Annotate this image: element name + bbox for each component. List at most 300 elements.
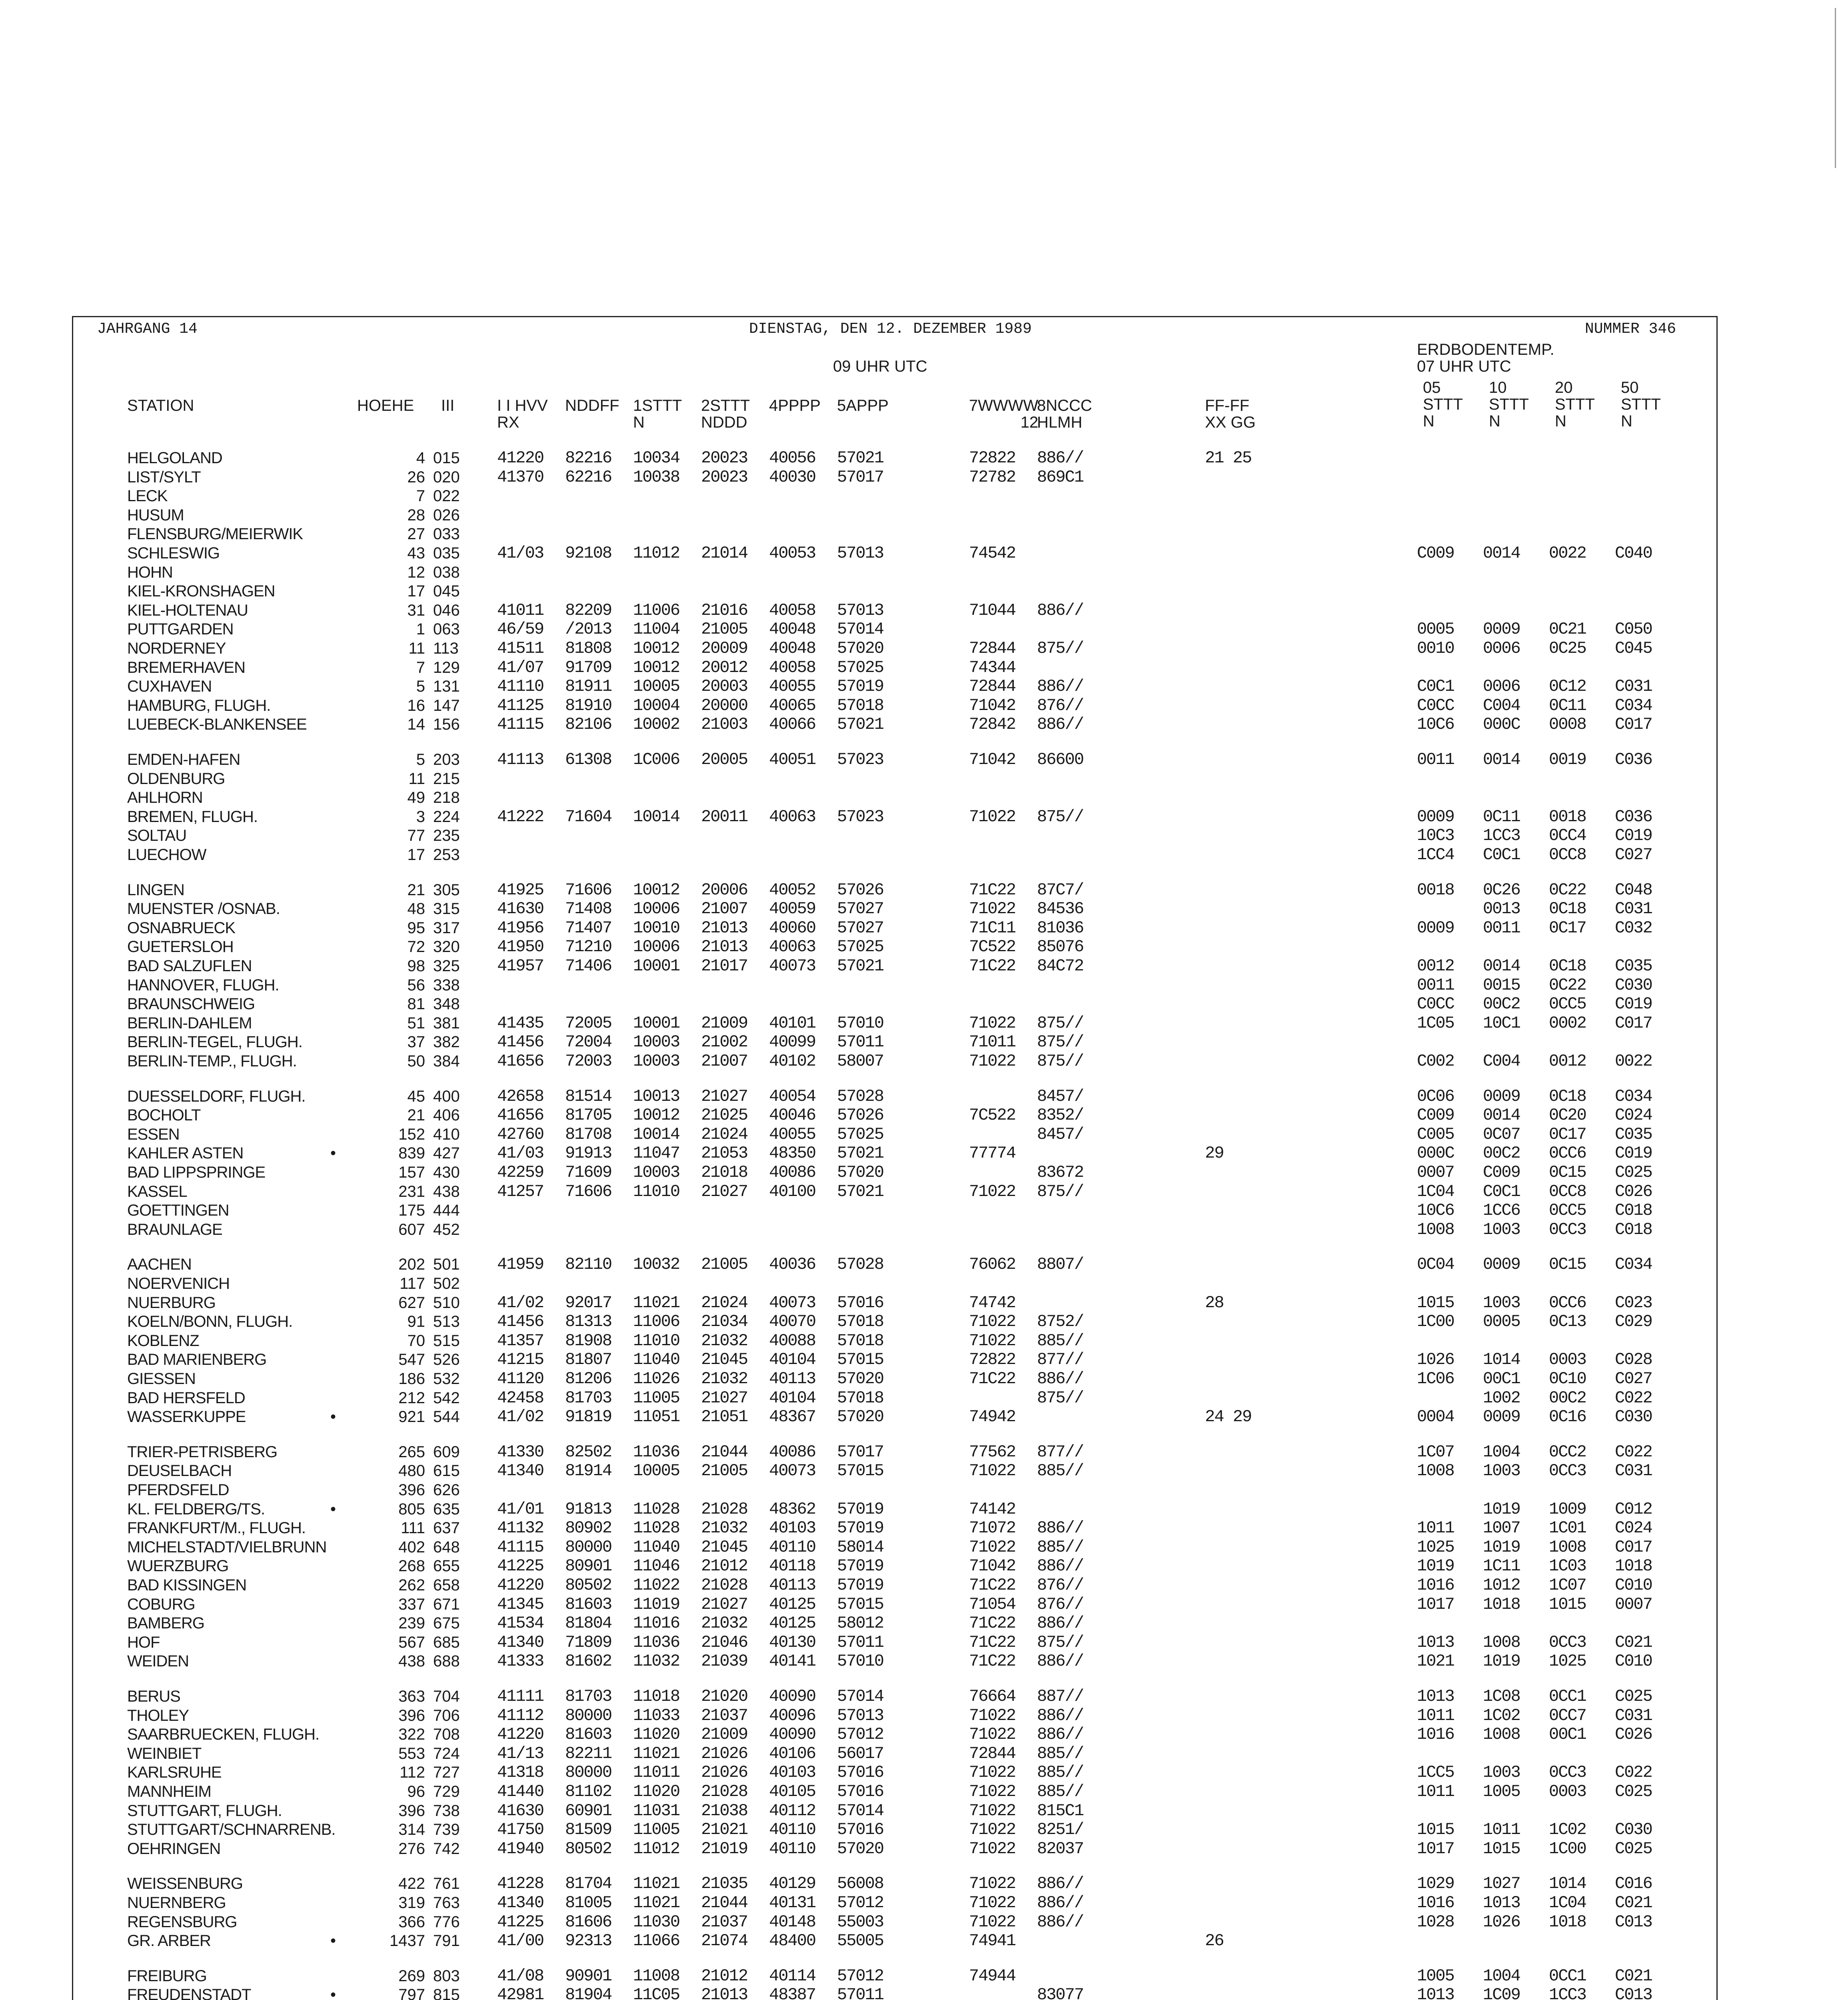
soil-temp-value: C010 [1615, 1652, 1652, 1671]
synop-group: 11016 [633, 1614, 680, 1633]
station-height: 7 [416, 487, 425, 505]
synop-group: 57010 [837, 1013, 884, 1033]
station-name: KAHLER ASTEN [127, 1144, 244, 1162]
cloud-group: 8807/ [1037, 1255, 1084, 1274]
soil-temp-value: 1CC5 [1417, 1763, 1454, 1782]
synop-group: 40055 [769, 1124, 816, 1144]
station-name: BERLIN-TEMP., FLUGH. [127, 1052, 297, 1070]
station-id: 685 [433, 1633, 460, 1651]
synop-group: 41333 [497, 1652, 544, 1671]
soil-temp-value: C017 [1615, 1013, 1652, 1033]
synop-group: 57020 [837, 1407, 884, 1427]
synop-group: 57013 [837, 1706, 884, 1725]
station-id: 022 [433, 487, 460, 505]
synop-group: 57019 [837, 1518, 884, 1538]
synop-group: 40113 [769, 1369, 816, 1388]
soil-temp-value: 0C17 [1549, 1124, 1586, 1144]
soil-temp-value: 1008 [1483, 1632, 1520, 1652]
synop-group: 40104 [769, 1350, 816, 1370]
soil-temp-value: C028 [1615, 1350, 1652, 1370]
synop-group: 10038 [633, 467, 680, 487]
synop-group: 57018 [837, 1388, 884, 1408]
station-height: 91 [407, 1313, 425, 1331]
synop-group: 41222 [497, 807, 544, 826]
synop-group: 10005 [633, 1461, 680, 1481]
soil-temp-value: 1CC6 [1483, 1201, 1520, 1220]
soil-temp-value: 0CC5 [1549, 994, 1586, 1014]
col-g8: 8NCCC HLMH [1037, 397, 1092, 431]
weather-group: 71C22 [969, 956, 1016, 976]
station-height: 268 [398, 1557, 425, 1575]
weather-group: 71042 [969, 696, 1016, 715]
synop-group: 10034 [633, 448, 680, 468]
station-id: 515 [433, 1332, 460, 1350]
station-id: 742 [433, 1840, 460, 1858]
synop-group: 21027 [701, 1594, 748, 1614]
station-height: 81 [407, 995, 425, 1013]
soil-temp-value: C036 [1615, 807, 1652, 826]
synop-group: 81206 [565, 1369, 612, 1388]
station-height: 5 [416, 678, 425, 696]
synop-group: 41/00 [497, 1931, 544, 1951]
soil-temp-value: 1CC3 [1483, 826, 1520, 846]
station-id: 026 [433, 506, 460, 524]
station-height: 262 [398, 1576, 425, 1594]
synop-group: 41440 [497, 1782, 544, 1801]
synop-group: 40060 [769, 918, 816, 938]
soil-temp-value: 0007 [1417, 1163, 1454, 1182]
synop-group: 11036 [633, 1632, 680, 1652]
soil-temp-value: C026 [1615, 1182, 1652, 1201]
soil-temp-value: 1011 [1417, 1518, 1454, 1538]
soil-temp-value: 1016 [1417, 1893, 1454, 1912]
soil-temp-value: 1017 [1417, 1839, 1454, 1858]
synop-group: 21018 [701, 1163, 748, 1182]
synop-group: 41950 [497, 937, 544, 957]
soil-temp-value: C034 [1615, 1086, 1652, 1106]
soil-temp-value: 1015 [1417, 1293, 1454, 1312]
synop-group: 57018 [837, 1312, 884, 1332]
station-height: 157 [398, 1164, 425, 1181]
weather-group: 71022 [969, 1874, 1016, 1894]
soil-temp-value: C0C1 [1483, 1182, 1520, 1201]
cloud-group: 886// [1037, 677, 1084, 696]
synop-group: 40051 [769, 750, 816, 769]
synop-group: 41534 [497, 1614, 544, 1633]
synop-group: 21053 [701, 1144, 748, 1163]
synop-group: 11004 [633, 620, 680, 639]
station-name: HOF [127, 1633, 160, 1651]
soil-temp-value: C005 [1417, 1124, 1454, 1144]
soil-temp-value: 1018 [1483, 1594, 1520, 1614]
synop-group: 21005 [701, 1461, 748, 1481]
cloud-group: 885// [1037, 1461, 1084, 1481]
mountain-station-marker: • [330, 1986, 336, 2000]
soil-temp-value: 0004 [1417, 1407, 1454, 1427]
station-id: 400 [433, 1087, 460, 1105]
synop-group: 11011 [633, 1763, 680, 1782]
synop-group: 41330 [497, 1442, 544, 1462]
soil-temp-value: 1016 [1417, 1576, 1454, 1595]
synop-group: 10032 [633, 1255, 680, 1274]
mountain-station-marker: • [330, 1500, 336, 1518]
synop-group: 11005 [633, 1820, 680, 1840]
synop-group: 57012 [837, 1966, 884, 1986]
soil-temp-value: C021 [1615, 1893, 1652, 1912]
station-id: 729 [433, 1783, 460, 1800]
soil-temp-value: C022 [1615, 1763, 1652, 1782]
soil-temp-value: 0009 [1417, 807, 1454, 826]
soil-temp-value: C021 [1615, 1966, 1652, 1986]
station-name: SCHLESWIG [127, 544, 220, 562]
synop-group: 91813 [565, 1499, 612, 1519]
weather-group: 72822 [969, 1350, 1016, 1370]
soil-temp-value: 0CC5 [1549, 1201, 1586, 1220]
synop-group: 21013 [701, 1985, 748, 2000]
synop-group: 41011 [497, 600, 544, 620]
soil-temp-value: 10C6 [1417, 1201, 1454, 1220]
cloud-group: 82037 [1037, 1839, 1084, 1858]
soil-temp-value: C030 [1615, 1820, 1652, 1840]
soil-temp-value: 1025 [1549, 1652, 1586, 1671]
station-name: GOETTINGEN [127, 1202, 229, 1220]
soil-temp-value: 0012 [1549, 1052, 1586, 1071]
synop-group: 57015 [837, 1350, 884, 1370]
cloud-group: 885// [1037, 1744, 1084, 1763]
synop-group: 40090 [769, 1725, 816, 1744]
synop-group: 21032 [701, 1518, 748, 1538]
soil-temp-value: 0013 [1483, 899, 1520, 919]
cloud-group: 886// [1037, 1912, 1084, 1932]
station-id: 224 [433, 808, 460, 826]
station-name: BAD HERSFELD [127, 1389, 245, 1407]
synop-group: 90901 [565, 1966, 612, 1986]
station-height: 839 [398, 1144, 425, 1162]
station-name: FREUDENSTADT [127, 1986, 251, 2000]
soil-temp-value: 10C6 [1417, 715, 1454, 734]
synop-group: 40105 [769, 1782, 816, 1801]
station-id: 406 [433, 1106, 460, 1124]
station-id: 113 [433, 640, 459, 657]
synop-group: 57012 [837, 1725, 884, 1744]
synop-group: 41125 [497, 696, 544, 715]
soil-temp-value: C019 [1615, 826, 1652, 846]
station-name: KOBLENZ [127, 1332, 199, 1350]
station-name: BAMBERG [127, 1614, 205, 1632]
synop-group: 41456 [497, 1032, 544, 1052]
synop-group: 41/01 [497, 1499, 544, 1519]
station-id: 803 [433, 1967, 460, 1985]
synop-group: 81005 [565, 1893, 612, 1912]
synop-group: 20023 [701, 448, 748, 468]
soil-temp-value: 0009 [1483, 620, 1520, 639]
soil-temp-value: 0014 [1483, 544, 1520, 563]
station-id: 675 [433, 1614, 460, 1632]
weather-group: 71042 [969, 1556, 1016, 1576]
soil-temp-value: C034 [1615, 696, 1652, 715]
synop-group: 21007 [701, 899, 748, 919]
weather-group: 71022 [969, 1801, 1016, 1820]
soil-temp-value: 0006 [1483, 677, 1520, 696]
synop-group: 20003 [701, 677, 748, 696]
station-height: 28 [407, 506, 425, 524]
station-height: 21 [407, 1106, 425, 1124]
station-name: BOCHOLT [127, 1106, 201, 1124]
synop-group: 10012 [633, 880, 680, 900]
synop-group: 41220 [497, 448, 544, 468]
soil-temp-value: 1003 [1483, 1220, 1520, 1239]
cloud-group: 8457/ [1037, 1086, 1084, 1106]
synop-group: 82216 [565, 448, 612, 468]
synop-group: 40125 [769, 1594, 816, 1614]
station-height: 56 [407, 976, 425, 994]
soil-temp-value: C031 [1615, 899, 1652, 919]
synop-group: 40106 [769, 1744, 816, 1763]
synop-group: 41435 [497, 1013, 544, 1033]
volume-label: JAHRGANG 14 [97, 320, 198, 338]
weather-group: 77562 [969, 1442, 1016, 1462]
weather-group: 72842 [969, 715, 1016, 734]
synop-group: 11006 [633, 600, 680, 620]
synop-group: 40059 [769, 899, 816, 919]
station-name: LINGEN [127, 881, 184, 899]
station-name: FLENSBURG/MEIERWIK [127, 525, 303, 543]
mountain-station-marker: • [330, 1144, 336, 1162]
station-height: 7 [416, 658, 425, 676]
synop-group: 21037 [701, 1706, 748, 1725]
synop-group: 40058 [769, 658, 816, 677]
station-name: WASSERKUPPE [127, 1408, 246, 1426]
soil-temp-value: 0009 [1417, 918, 1454, 938]
soil-temp-value: 1025 [1417, 1537, 1454, 1557]
synop-group: 60901 [565, 1801, 612, 1820]
station-name: AHLHORN [127, 789, 203, 807]
soil-temp-value: 0C22 [1549, 975, 1586, 995]
station-name: THOLEY [127, 1706, 189, 1724]
synop-group: 21005 [701, 620, 748, 639]
soil-temp-value: C022 [1615, 1388, 1652, 1408]
col-ff: FF-FF XX GG [1205, 397, 1256, 431]
soil-temp-value: 1015 [1549, 1594, 1586, 1614]
soil-temp-value: 0C10 [1549, 1369, 1586, 1388]
synop-group: 42981 [497, 1985, 544, 2000]
weather-group: 7C522 [969, 937, 1016, 957]
station-name: KOELN/BONN, FLUGH. [127, 1313, 293, 1331]
station-name: MANNHEIM [127, 1783, 211, 1800]
soil-temp-value: 0009 [1483, 1086, 1520, 1106]
weather-group: 74942 [969, 1407, 1016, 1427]
soil-temp-value: C030 [1615, 975, 1652, 995]
synop-group: 11018 [633, 1687, 680, 1706]
cloud-group: 876// [1037, 1594, 1084, 1614]
soil-temp-value: 1C02 [1483, 1706, 1520, 1725]
synop-group: 57028 [837, 1255, 884, 1274]
soil-temp-value: C024 [1615, 1106, 1652, 1125]
station-id: 724 [433, 1744, 460, 1762]
synop-group: 81804 [565, 1614, 612, 1633]
synop-group: 11010 [633, 1182, 680, 1201]
synop-group: 21025 [701, 1106, 748, 1125]
station-id: 444 [433, 1202, 460, 1220]
weather-group: 71022 [969, 899, 1016, 919]
synop-group: 21013 [701, 937, 748, 957]
station-name: TRIER-PETRISBERG [127, 1443, 278, 1461]
station-name: BREMEN, FLUGH. [127, 808, 258, 826]
synop-group: 21046 [701, 1632, 748, 1652]
soil-temp-value: 1019 [1483, 1499, 1520, 1519]
soil-temp-value: 0C07 [1483, 1124, 1520, 1144]
soil-temp-value: 1003 [1483, 1763, 1520, 1782]
station-height: 366 [398, 1913, 425, 1931]
weather-group: 71022 [969, 1706, 1016, 1725]
synop-group: 40086 [769, 1442, 816, 1462]
synop-group: 91913 [565, 1144, 612, 1163]
soil-temp-value: 1026 [1483, 1912, 1520, 1932]
soil-temp-value: 1009 [1549, 1499, 1586, 1519]
station-name: LUEBECK-BLANKENSEE [127, 716, 307, 734]
station-name: WEINBIET [127, 1744, 202, 1762]
synop-group: 41925 [497, 880, 544, 900]
station-id: 526 [433, 1351, 460, 1369]
station-id: 637 [433, 1519, 460, 1537]
soil-temp-value: 1008 [1483, 1725, 1520, 1744]
weather-group: 71C22 [969, 880, 1016, 900]
station-name: LUECHOW [127, 846, 206, 864]
synop-group: 21045 [701, 1350, 748, 1370]
cloud-group: 875// [1037, 1052, 1084, 1071]
station-name: OLDENBURG [127, 770, 225, 788]
weather-group: 7C522 [969, 1106, 1016, 1125]
station-name: SAARBRUECKEN, FLUGH. [127, 1726, 320, 1744]
station-height: 319 [398, 1894, 425, 1912]
soil-temp-value: C035 [1615, 1124, 1652, 1144]
weather-table-sheet [72, 316, 1718, 2000]
station-height: 231 [398, 1182, 425, 1200]
weather-group: 74344 [969, 658, 1016, 677]
soil-temp-value: 0012 [1417, 956, 1454, 976]
cloud-group: 886// [1037, 600, 1084, 620]
synop-group: 41340 [497, 1632, 544, 1652]
synop-group: 40088 [769, 1331, 816, 1350]
soil-temp-value: C022 [1615, 1442, 1652, 1462]
soil-temp-value: 1C04 [1417, 1182, 1454, 1201]
station-height: 396 [398, 1481, 425, 1499]
col-g5: 4PPPP [769, 397, 821, 414]
station-id: 615 [433, 1462, 460, 1480]
synop-group: 40129 [769, 1874, 816, 1894]
weather-group: 71C22 [969, 1652, 1016, 1671]
synop-group: 41318 [497, 1763, 544, 1782]
synop-group: 41656 [497, 1052, 544, 1071]
soil-temp-value: 0022 [1549, 544, 1586, 563]
synop-group: 71407 [565, 918, 612, 938]
station-name: NORDERNEY [127, 640, 226, 657]
synop-group: 57016 [837, 1820, 884, 1840]
synop-group: 10013 [633, 1086, 680, 1106]
station-name: NOERVENICH [127, 1275, 230, 1292]
synop-group: 21044 [701, 1893, 748, 1912]
synop-group: 40101 [769, 1013, 816, 1033]
station-id: 815 [433, 1986, 460, 2000]
synop-group: 71606 [565, 1182, 612, 1201]
synop-group: 11006 [633, 1312, 680, 1332]
weather-group: 74742 [969, 1293, 1016, 1312]
station-height: 175 [398, 1202, 425, 1220]
synop-group: 72004 [565, 1032, 612, 1052]
station-height: 16 [407, 696, 425, 714]
synop-group: 41630 [497, 899, 544, 919]
synop-group: 57019 [837, 1576, 884, 1595]
synop-group: 57025 [837, 937, 884, 957]
synop-group: 11021 [633, 1744, 680, 1763]
weather-group: 71022 [969, 1782, 1016, 1801]
station-id: 688 [433, 1652, 460, 1670]
synop-group: 40073 [769, 1293, 816, 1312]
synop-group: 21044 [701, 1442, 748, 1462]
station-name: KARLSRUHE [127, 1764, 222, 1782]
synop-group: 21024 [701, 1124, 748, 1144]
soil-temp-value: 1026 [1417, 1350, 1454, 1370]
synop-group: 40100 [769, 1182, 816, 1201]
station-height: 50 [407, 1052, 425, 1070]
soil-temp-value: 1015 [1417, 1820, 1454, 1840]
soil-temp-value: 00C2 [1483, 1144, 1520, 1163]
col-g4: 2STTT NDDD [701, 397, 750, 431]
weather-group: 71022 [969, 1182, 1016, 1201]
station-height: 553 [398, 1744, 425, 1762]
soil-temp-value: C025 [1615, 1782, 1652, 1801]
synop-group: 57015 [837, 1594, 884, 1614]
station-id: 015 [433, 449, 460, 467]
synop-group: 57018 [837, 696, 884, 715]
soil-temp-value: 1018 [1615, 1556, 1652, 1576]
synop-group: 57021 [837, 956, 884, 976]
soil-temp-value: 1004 [1483, 1966, 1520, 1986]
synop-group: 41957 [497, 956, 544, 976]
col-g7: 7WWWW 12 [969, 397, 1039, 431]
cloud-group: 875// [1037, 807, 1084, 826]
soil-temp-value: 1015 [1483, 1839, 1520, 1858]
soil-temp-value: 0022 [1615, 1052, 1652, 1071]
synop-group: 41/07 [497, 658, 544, 677]
soil-temp-value: 0005 [1417, 620, 1454, 639]
soil-temp-value: 1012 [1483, 1576, 1520, 1595]
synop-group: 81904 [565, 1985, 612, 2000]
weather-group: 71022 [969, 1839, 1016, 1858]
synop-group: 40070 [769, 1312, 816, 1332]
soil-temp-value: C031 [1615, 1706, 1652, 1725]
soil-temp-value: 0CC3 [1549, 1461, 1586, 1481]
soil-temp-value: 10C1 [1483, 1013, 1520, 1033]
synop-group: 57011 [837, 1032, 884, 1052]
synop-group: 10001 [633, 956, 680, 976]
soil-temp-value: 0C06 [1417, 1086, 1454, 1106]
weather-group: 71022 [969, 1763, 1016, 1782]
synop-group: 21028 [701, 1782, 748, 1801]
synop-group: 57011 [837, 1632, 884, 1652]
synop-group: 11C05 [633, 1985, 680, 2000]
soil-temp-value: 0014 [1483, 1106, 1520, 1125]
synop-group: 57016 [837, 1293, 884, 1312]
weather-group: 76062 [969, 1255, 1016, 1274]
station-name: PFERDSFELD [127, 1481, 229, 1499]
soil-temp-value: 0C15 [1549, 1255, 1586, 1274]
station-id: 305 [433, 881, 460, 899]
synop-group: 11022 [633, 1576, 680, 1595]
synop-group: 11036 [633, 1442, 680, 1462]
synop-group: 81602 [565, 1652, 612, 1671]
station-id: 325 [433, 957, 460, 975]
